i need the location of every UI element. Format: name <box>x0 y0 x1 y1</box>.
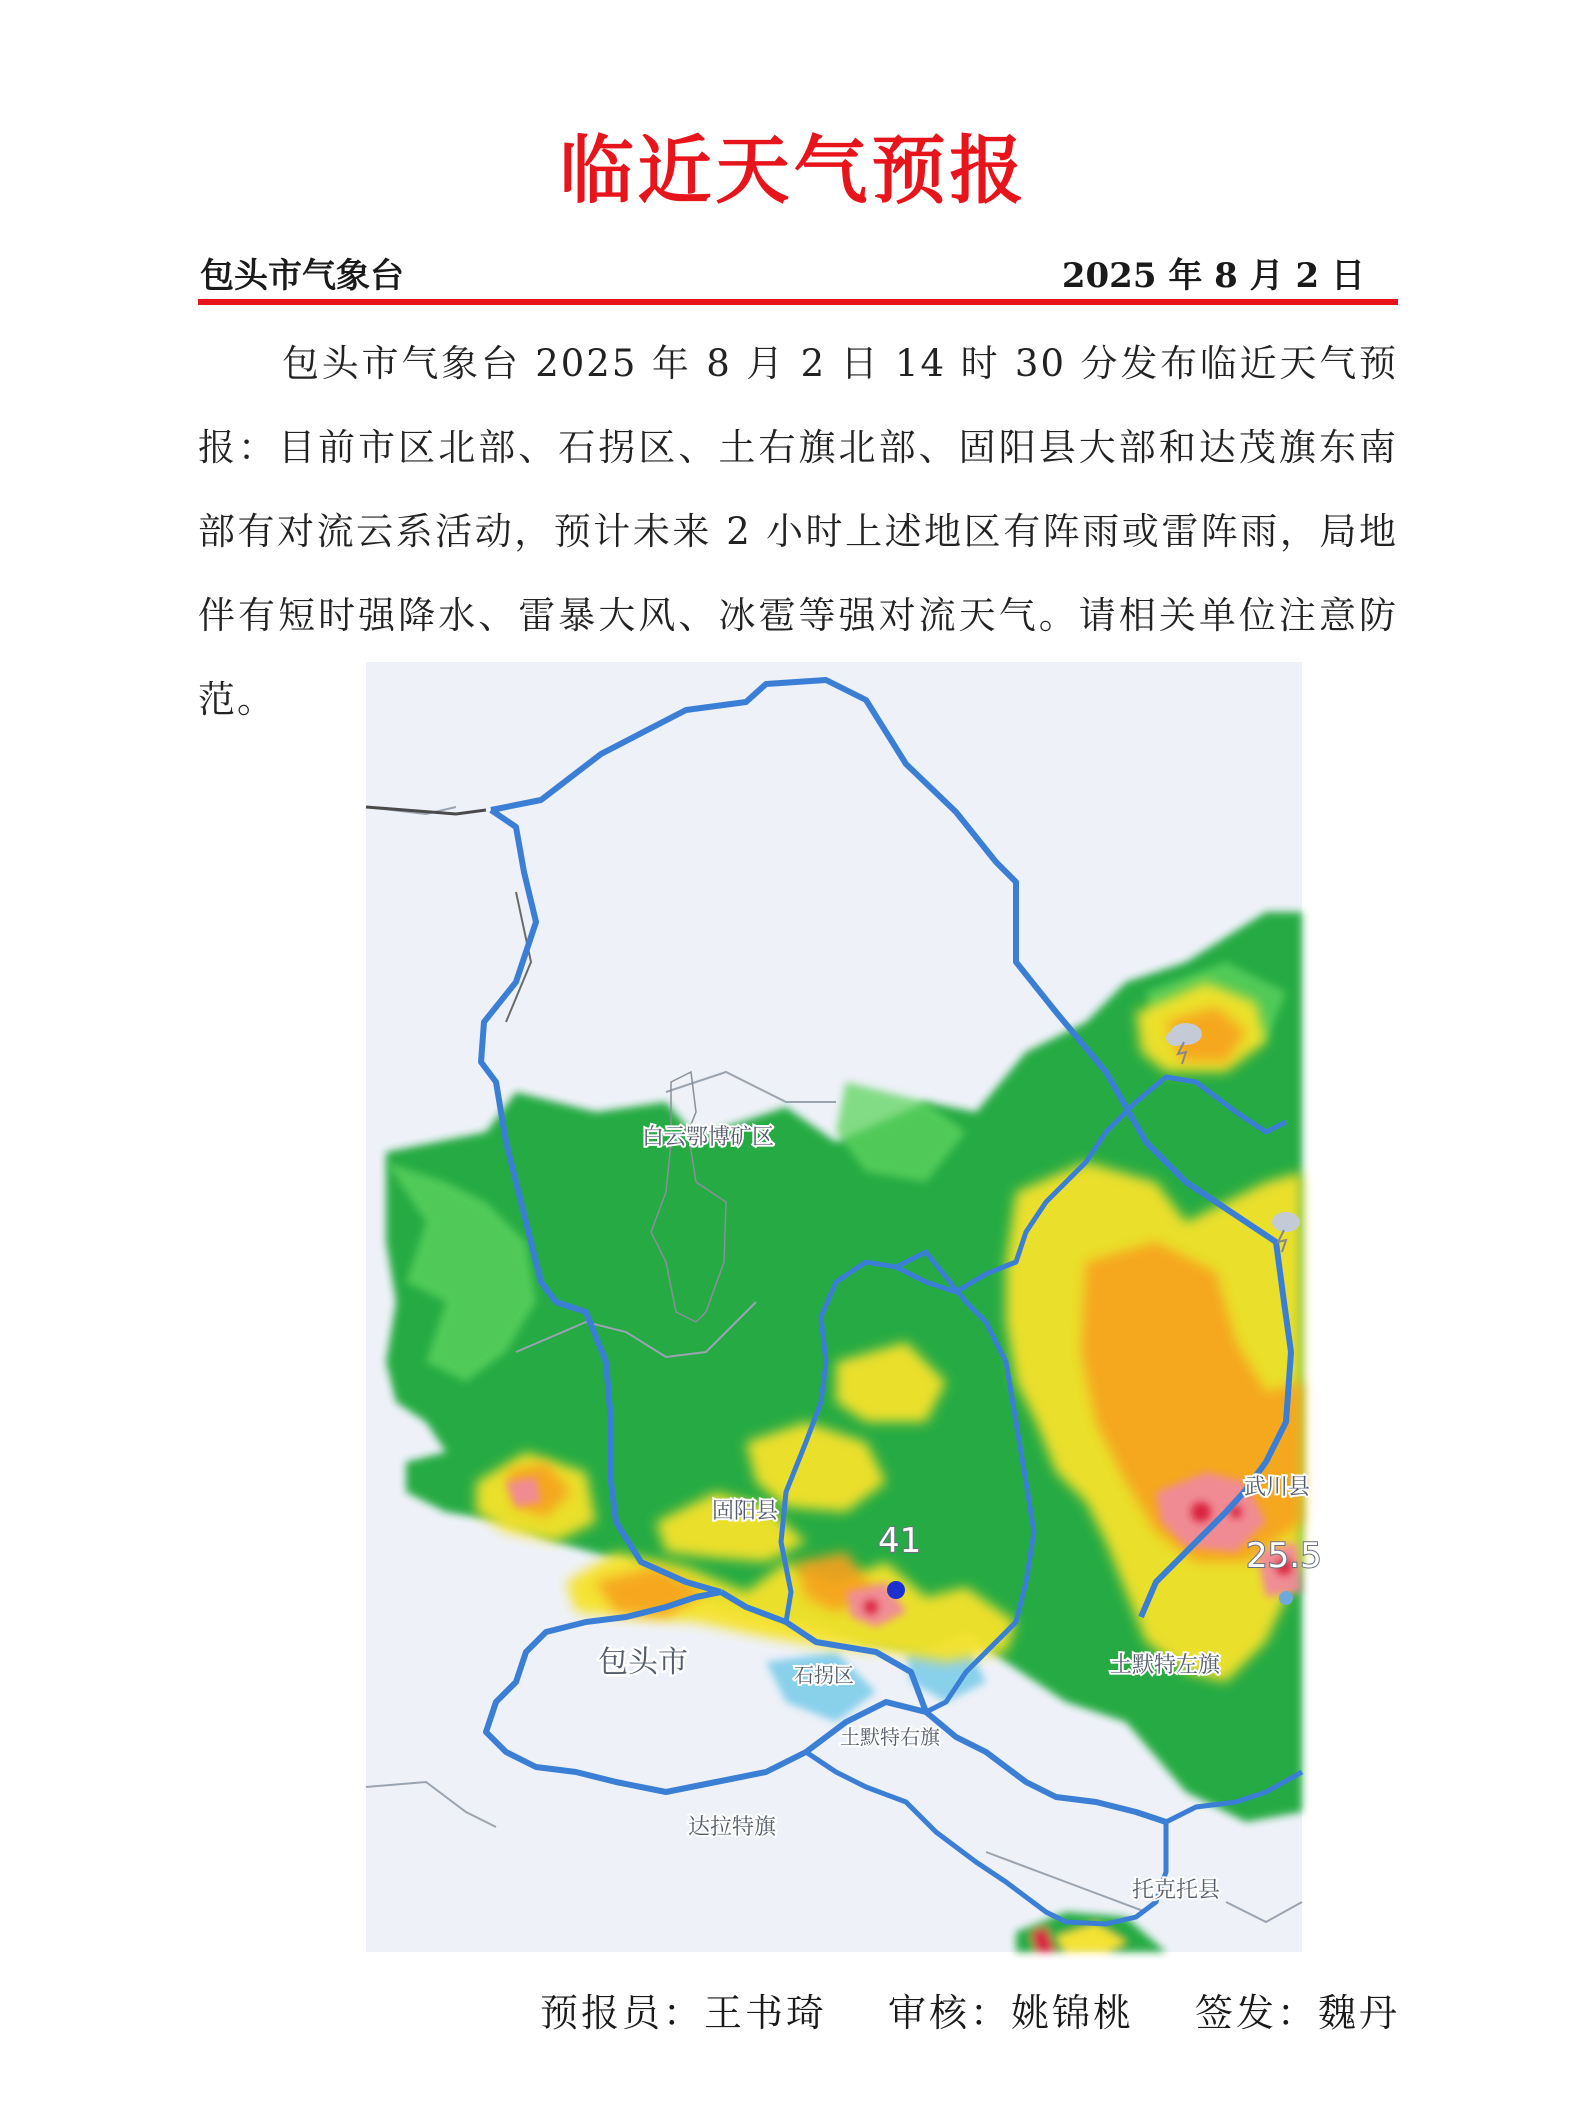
report-title: 临近天气预报 <box>559 128 1028 214</box>
label-baotou: 包头市 <box>598 1645 688 1680</box>
label-dalate: 达拉特旗 <box>688 1815 777 1840</box>
issuer-name: 签发：魏丹 <box>1194 1991 1400 2035</box>
label-value-41: 41 <box>878 1521 922 1561</box>
station-dot <box>887 1581 905 1599</box>
issue-date: 2025 年 8 月 2 日 <box>1061 256 1365 296</box>
forecaster-name: 预报员：王书琦 <box>540 1991 828 2035</box>
label-value-25: 25.5 <box>1246 1536 1322 1576</box>
label-tumote-right: 土默特右旗 <box>840 1725 940 1749</box>
signature-line <box>540 1982 1400 2037</box>
radar-map <box>366 662 1322 1952</box>
label-wuchuan: 武川县 <box>1244 1475 1311 1500</box>
label-bayan-obo: 白云鄂博矿区 <box>642 1125 775 1150</box>
station-dot-east <box>1279 1591 1293 1605</box>
label-tuoketuo: 托克托县 <box>1132 1878 1221 1903</box>
forecast-paragraph: 包头市气象台 2025 年 8 月 2 日 14 时 30 分发布临近天气预报：目前市区北部、石拐区、土右旗北部、固阳县大部和达茂旗东南部有对流云系活动，预计未来 2 小时上述地区有阵雨或雷阵雨，局地伴有短时强降水、雷暴大风、冰雹等强对流天气。请相关单位注意防范。 <box>198 342 1398 721</box>
label-tumote-left: 土默特左旗 <box>1110 1653 1221 1678</box>
label-shiguai: 石拐区 <box>794 1663 854 1687</box>
label-guyang: 固阳县 <box>712 1499 779 1524</box>
issuing-organization: 包头市气象台 <box>200 256 404 296</box>
header-divider <box>198 299 1398 305</box>
reviewer-name: 审核：姚锦桃 <box>887 1991 1134 2035</box>
